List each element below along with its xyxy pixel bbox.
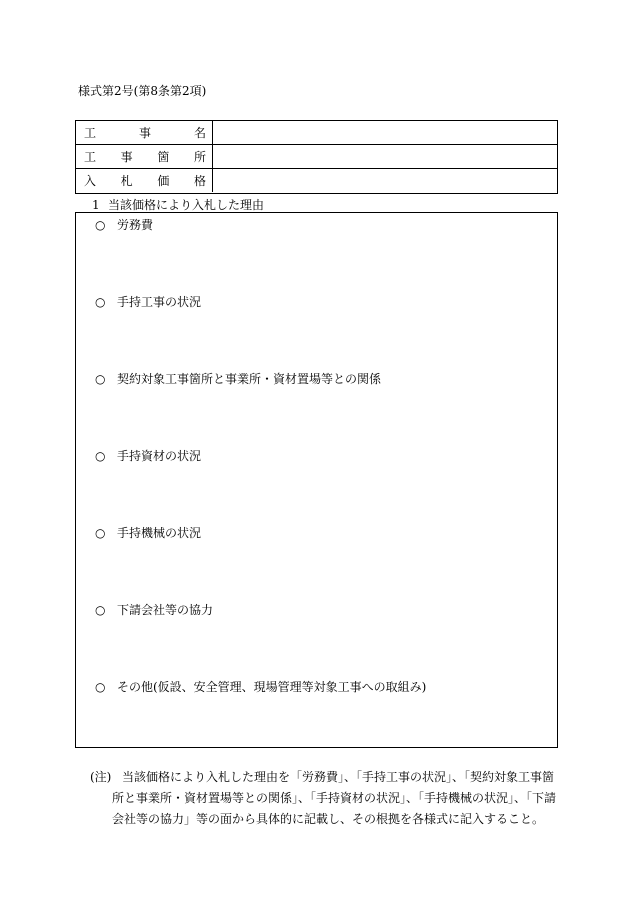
reason-item-current-work (95, 295, 201, 309)
reason-label: 労務費 (117, 218, 154, 232)
header-table (75, 120, 558, 194)
note-line-2: 所と事業所・資材置場等との関係」、「手持資材の状況」、「手持機械の状況」、「下請 (112, 791, 557, 805)
reason-label: 手持資材の状況 (117, 449, 202, 463)
note-text-1: 当該価格により入札した理由を「労務費」、「手持工事の状況」、「契約対象工事箇 (122, 770, 555, 784)
section-title: 当該価格により入札した理由 (108, 198, 265, 212)
reason-label: 手持工事の状況 (117, 295, 202, 309)
circle-bullet-icon: ○ (95, 449, 106, 463)
note-mark: (注) (90, 770, 112, 784)
reason-item-other (95, 680, 426, 694)
reason-item-machinery (95, 526, 201, 540)
label-construction-location (76, 145, 213, 168)
reason-item-labor-cost (95, 218, 153, 232)
label-construction-location-text: 工 事 箇 所 (84, 150, 206, 164)
reason-label: その他(仮設、安全管理、現場管理等対象工事への取組み) (117, 680, 427, 694)
circle-bullet-icon: ○ (95, 680, 106, 694)
circle-bullet-icon: ○ (95, 372, 106, 386)
reason-item-subcontractors (95, 603, 213, 617)
section-heading (92, 198, 264, 212)
value-construction-name[interactable] (213, 121, 557, 144)
label-bid-price-text: 入 札 価 格 (84, 174, 206, 188)
circle-bullet-icon: ○ (95, 218, 106, 232)
label-construction-name-text: 工 事 名 (84, 126, 206, 140)
circle-bullet-icon: ○ (95, 526, 106, 540)
note-line-1 (90, 767, 560, 788)
circle-bullet-icon: ○ (95, 603, 106, 617)
reason-item-site-relation (95, 372, 381, 386)
header-row-construction-name (76, 121, 557, 145)
label-construction-name (76, 121, 213, 144)
reason-label: 下請会社等の協力 (117, 603, 214, 617)
value-bid-price[interactable] (213, 169, 557, 192)
reason-label: 手持機械の状況 (117, 526, 202, 540)
label-bid-price (76, 169, 213, 192)
reason-box[interactable] (75, 212, 558, 748)
section-number: 1 (92, 198, 100, 212)
value-construction-location[interactable] (213, 145, 557, 168)
circle-bullet-icon: ○ (95, 295, 106, 309)
form-title: 様式第2号(第8条第2項) (78, 84, 207, 98)
note-line-3: 会社等の協力」等の面から具体的に記載し、その根拠を各様式に記入すること。 (112, 812, 545, 826)
reason-label: 契約対象工事箇所と事業所・資材置場等との関係 (117, 372, 382, 386)
reason-item-materials (95, 449, 201, 463)
header-row-bid-price (76, 169, 557, 192)
header-row-construction-location (76, 145, 557, 169)
note (90, 767, 560, 830)
